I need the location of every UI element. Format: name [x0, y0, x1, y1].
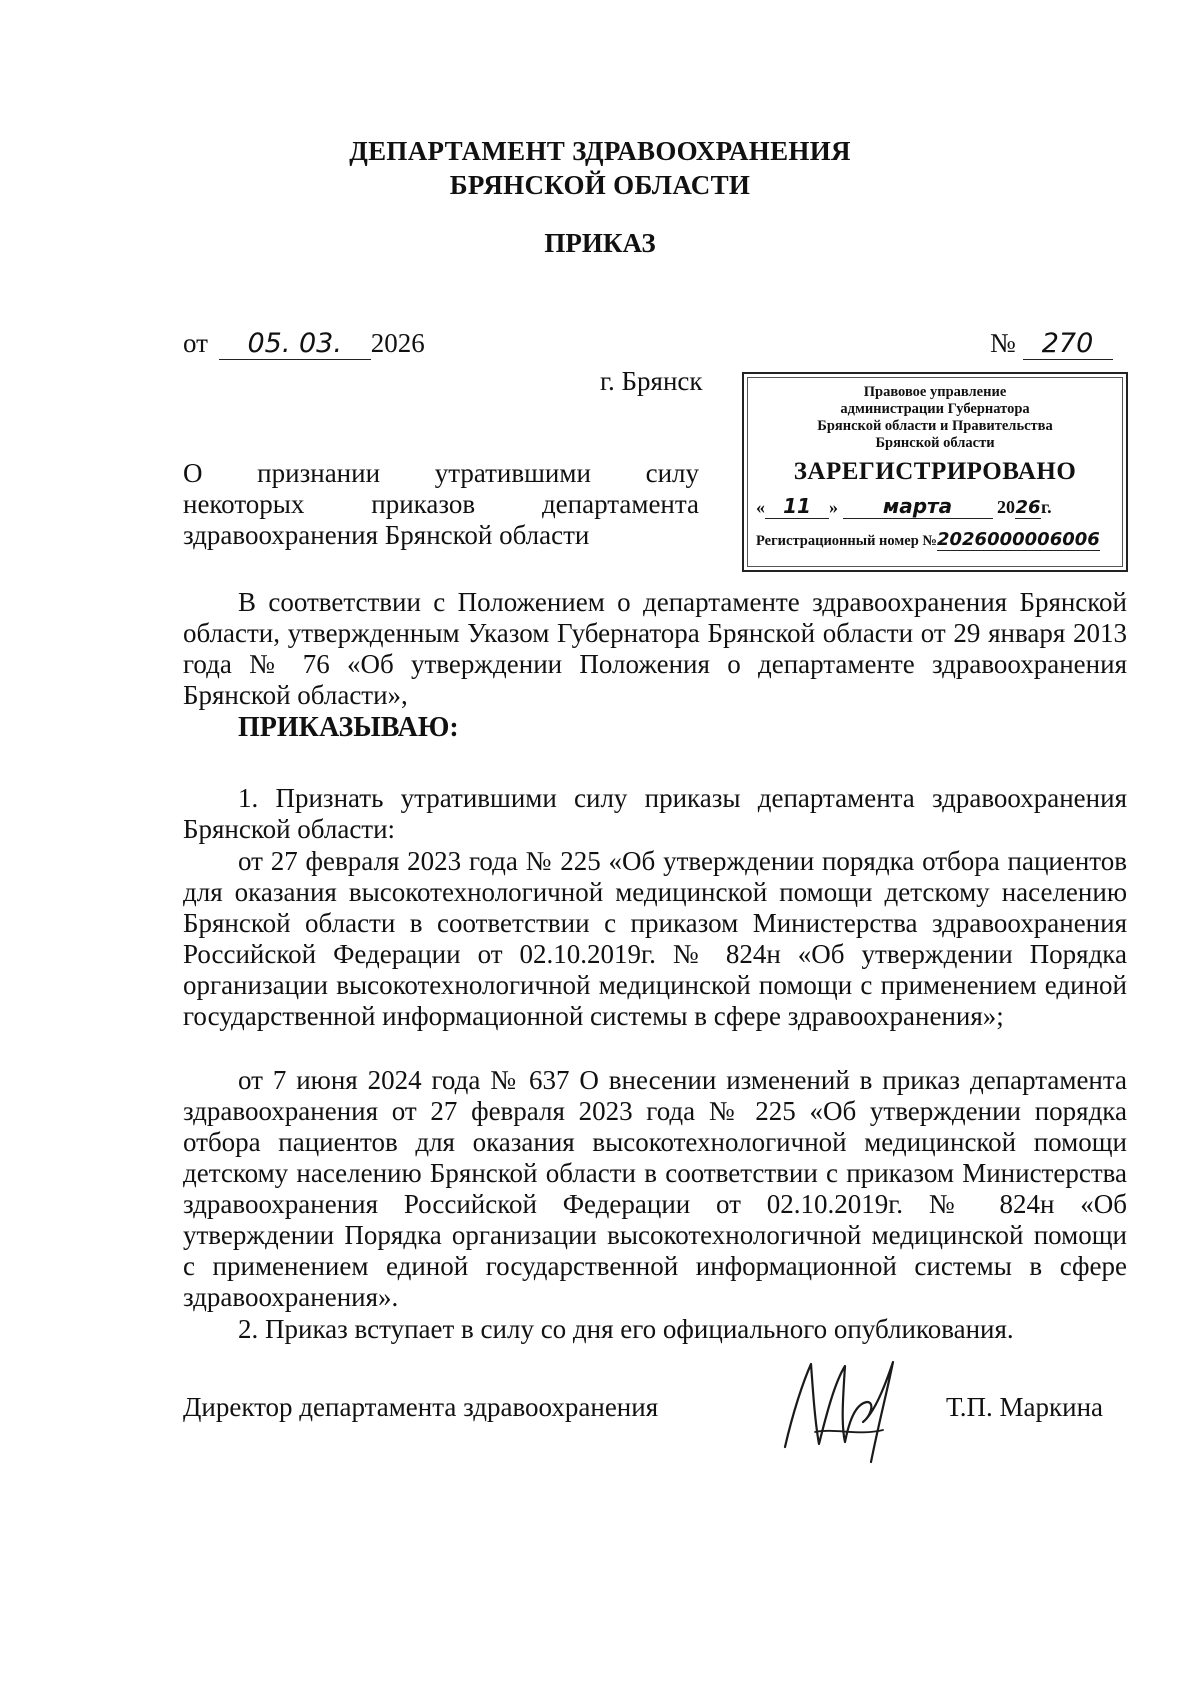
stamp-date-suffix: г. [1041, 497, 1052, 517]
stamp-line-1: Правовое управление [863, 384, 1007, 400]
signatory-name: Т.П. Маркина [946, 1392, 1104, 1422]
date-prefix: от [183, 328, 208, 358]
registration-stamp [742, 372, 1128, 572]
header-line-1: ДЕПАРТАМЕНТ ЗДРАВООХРАНЕНИЯ [349, 136, 851, 166]
item-1-sub-2: от 7 июня 2024 года № 637 О внесении изменений в приказ департамента здравоохранения от 27 февраля 2023 года № 225 «Об утверждении порядка отбора пациентов для оказания высокотехнологичной медицинской помощи детскому населению Брянской области в соответствии с приказом Министерства здравоохранения Российской Федерации от 02.10.2019г. № 824н «Об утверждении Порядка организации высокотехнологичной медицинской помощи с применением единой государственной информационной системы в сфере здравоохранения». [183, 1065, 1127, 1312]
stamp-reg [744, 529, 1126, 551]
stamp-line-4: Брянской области [875, 435, 995, 451]
stamp-registered: ЗАРЕГИСТРИРОВАНО [793, 458, 1077, 485]
stamp-reg-label: Регистрационный номер № [756, 533, 937, 549]
item-1-sub-1: от 27 февраля 2023 года № 225 «Об утверждении порядка отбора пациентов для оказания высокотехнологичной медицинской помощи детскому населению Брянской области в соответствии с приказом Министерства здравоохранения Российской Федерации от 02.10.2019г. № 824н «Об утверждении Порядка организации высокотехнологичной медицинской помощи с применением единой государственной информационной системы в сфере здравоохранения»; [183, 846, 1127, 1031]
stamp-day: 11 [783, 494, 811, 518]
subject [183, 458, 699, 551]
stamp-year-prefix: 20 [997, 497, 1015, 517]
number-line [990, 328, 1113, 360]
stamp-line-3: Брянской области и Правительства [817, 418, 1053, 434]
department-header [0, 134, 1200, 202]
stamp-date: « 11 » марта 2026г. [756, 494, 1052, 518]
subject-line-2: некоторых приказов департамента [183, 489, 699, 519]
number-underline [1023, 328, 1113, 360]
stamp-month: марта [882, 494, 953, 518]
city: г. Брянск [600, 366, 703, 396]
document-type: ПРИКАЗ [544, 228, 656, 258]
number-label: № [990, 328, 1016, 358]
order-word: ПРИКАЗЫВАЮ: [238, 712, 459, 743]
date-line [183, 328, 425, 360]
date-year: 2026 [370, 328, 425, 358]
stamp-line-2: администрации Губернатора [840, 401, 1030, 417]
stamp-year: 26 [1015, 497, 1041, 518]
item-1: 1. Признать утратившими силу приказы департамента здравоохранения Брянской области: [183, 783, 1127, 844]
subject-line-1: О признании утратившими силу [183, 458, 699, 488]
stamp-reg-number: 2026000006006 [936, 529, 1100, 550]
handwritten-signature [775, 1352, 905, 1467]
subject-line-3: здравоохранения Брянской области [183, 520, 590, 550]
handwritten-date: 05. 03. [247, 328, 342, 359]
date-underline [219, 328, 371, 360]
item-2: 2. Приказ вступает в силу со дня его официального опубликования. [238, 1314, 1014, 1344]
preamble: В соответствии с Положением о департаменте здравоохранения Брянской области, утвержденным Указом Губернатора Брянской области от 29 января 2013 года № 76 «Об утверждении Положения о департаменте здравоохранения Брянской области», [183, 587, 1127, 710]
signatory-position: Директор департамента здравоохранения [183, 1392, 659, 1422]
handwritten-number: 270 [1041, 328, 1094, 359]
header-line-2: БРЯНСКОЙ ОБЛАСТИ [449, 170, 751, 200]
